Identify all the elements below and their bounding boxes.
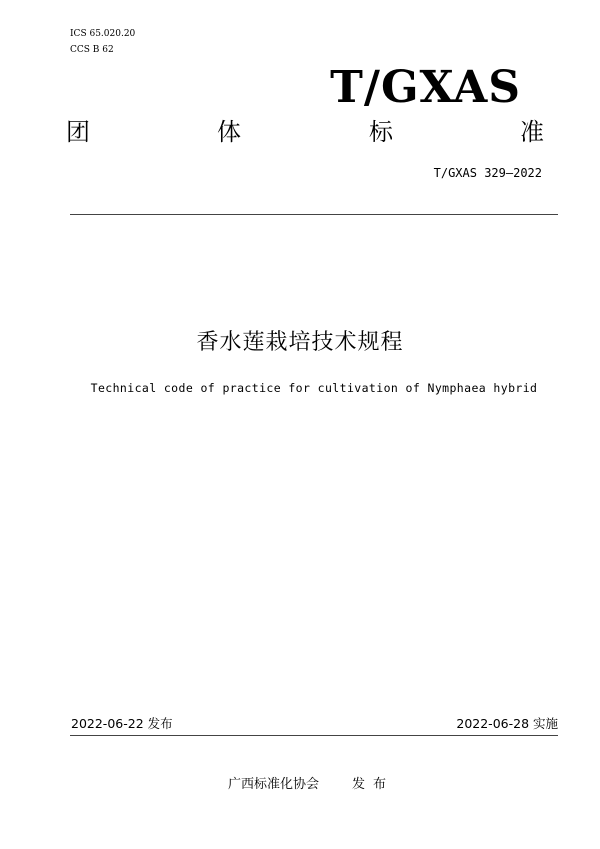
document-title-english: Technical code of practice for cultivation of Nymphaea hybrid	[90, 381, 538, 395]
organization-code-logo: T/GXAS	[330, 62, 521, 113]
implementation-date: 2022-06-28 实施	[456, 716, 558, 731]
standard-number: T/GXAS 329—2022	[433, 166, 542, 180]
standard-type-char: 团	[66, 118, 90, 146]
ccs-code: CCS B 62	[70, 45, 114, 55]
document-title-chinese: 香水莲栽培技术规程	[196, 330, 404, 355]
standard-type-char: 标	[369, 118, 393, 146]
standard-type-char: 准	[520, 118, 544, 146]
ics-code: ICS 65.020.20	[70, 29, 136, 39]
footer-divider	[70, 735, 558, 736]
publisher-name: 广西标准化协会	[228, 777, 320, 792]
issue-date: 2022-06-22 发布	[71, 716, 173, 731]
header-divider	[70, 214, 558, 215]
publisher-action: 发布	[352, 777, 395, 792]
standard-type-char: 体	[217, 118, 241, 146]
